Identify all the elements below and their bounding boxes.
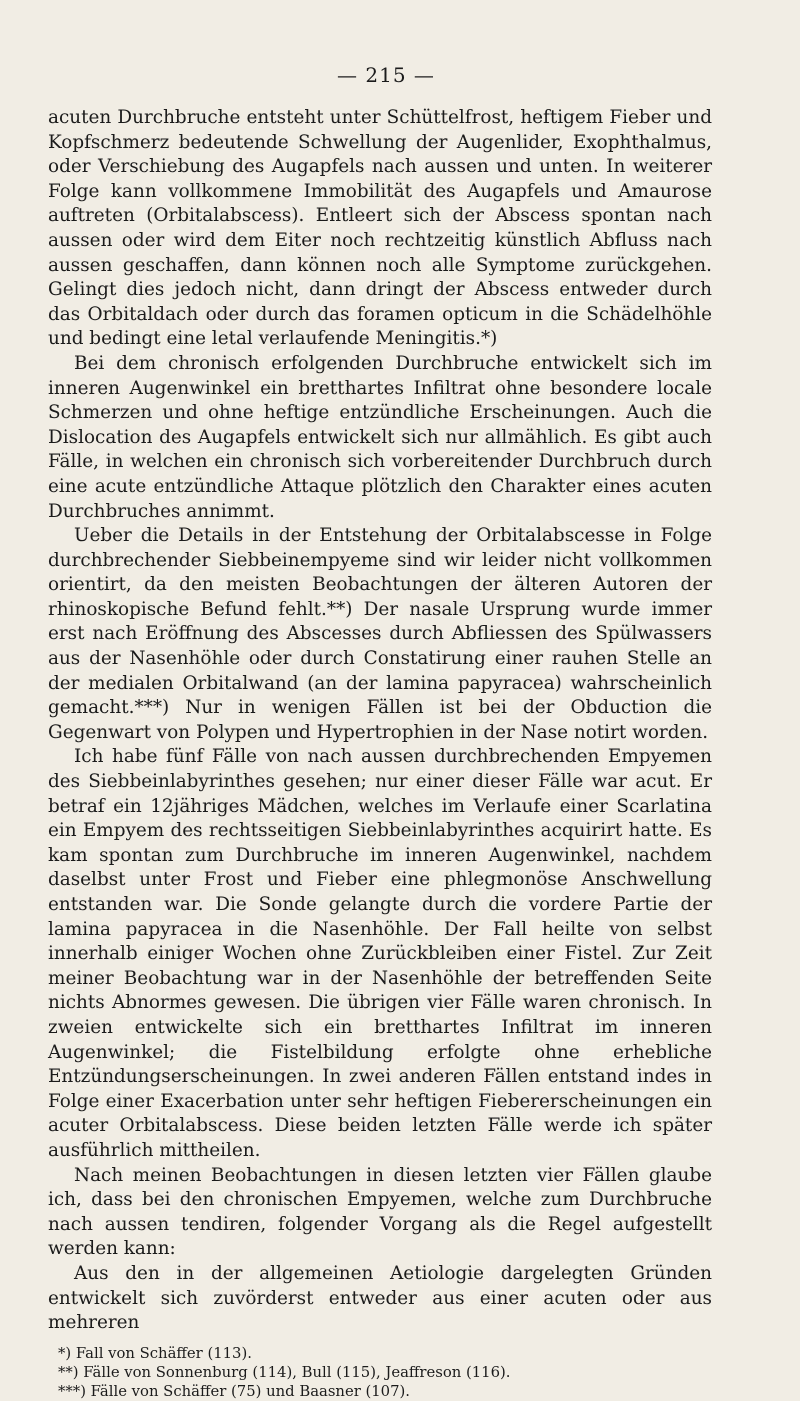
paragraph-3: Ueber die Details in der Entstehung der Orbitalabscesse in Folge durchbrechender Siebbeinempyeme sind wir leider nicht vollkommen orientirt, da den meisten Beobachtungen der älteren Autoren der rhinoskopische Befund fehlt.**) Der nasale Ursprung wurde immer erst nach Eröffnung des Abscesses durch Abfliessen des Spülwassers aus der Nasenhöhle oder durch Constatirung einer rauhen Stelle an der medialen Orbitalwand (an der lamina papyracea) wahrscheinlich gemacht.***) Nur in wenigen Fällen ist bei der Obduction die Gegenwart von Polypen und Hypertrophien in der Nase notirt worden.	[48, 525, 712, 743]
page-number: — 215 —	[337, 63, 435, 87]
body-text	[48, 106, 712, 1336]
book-page	[48, 62, 712, 1401]
paragraph-4: Ich habe fünf Fälle von nach aussen durchbrechenden Empyemen des Siebbeinlabyrinthes gesehen; nur einer dieser Fälle war acut. Er betraf ein 12jähriges Mädchen, welches im Verlaufe einer Scarlatina ein Empyem des rechtsseitigen Siebbeinlabyrinthes acquirirt hatte. Es kam spontan zum Durchbruche im inneren Augenwinkel, nachdem daselbst unter Frost und Fieber eine phlegmonöse Anschwellung entstanden war. Die Sonde gelangte durch die vordere Partie der lamina papyracea in die Nasenhöhle. Der Fall heilte von selbst innerhalb einiger Wochen ohne Zurückbleiben einer Fistel. Zur Zeit meiner Beobachtung war in der Nasenhöhle der betreffenden Seite nichts Abnormes gewesen. Die übrigen vier Fälle waren chronisch. In zweien entwickelte sich ein bretthartes Infiltrat im inneren Augenwinkel; die Fistelbildung erfolgte ohne erhebliche Entzündungserscheinungen. In zwei anderen Fällen entstand indes in Folge einer Exacerbation unter sehr heftigen Fiebererscheinungen ein acuter Orbitalabscess. Diese beiden letzten Fälle werde ich später ausführlich mittheilen.	[48, 746, 712, 1161]
paragraph-6: Aus den in der allgemeinen Aetiologie dargelegten Gründen entwickelt sich zuvörderst entweder aus einer acuten oder aus mehreren	[48, 1262, 712, 1334]
paragraph-2: Bei dem chronisch erfolgenden Durchbruche entwickelt sich im inneren Augenwinkel ein bretthartes Infiltrat ohne besondere locale Schmerzen und ohne heftige entzündliche Erscheinungen. Auch die Dislocation des Augapfels entwickelt sich nur allmählich. Es gibt auch Fälle, in welchen ein chronisch sich vorbereitender Durchbruch durch eine acute entzündliche Attaque plötzlich den Charakter eines acuten Durchbruches annimmt.	[48, 352, 712, 522]
paragraph-1: acuten Durchbruche entsteht unter Schüttelfrost, heftigem Fieber und Kopfschmerz bedeutende Schwellung der Augenlider, Exophthalmus, oder Verschiebung des Augapfels nach aussen und unten. In weiterer Folge kann vollkommene Immobilität des Augapfels und Amaurose auftreten (Orbitalabscess). Entleert sich der Abscess spontan nach aussen oder wird dem Eiter noch rechtzeitig künstlich Abfluss nach aussen geschaffen, dann können noch alle Symptome zurückgehen. Gelingt dies jedoch nicht, dann dringt der Abscess entweder durch das Orbitaldach oder durch das foramen opticum in die Schädelhöhle und bedingt eine letal verlaufende Meningitis.*)	[48, 107, 712, 350]
footnote-1: *) Fall von Schäffer (113).	[58, 1344, 252, 1362]
footnote-3: ***) Fälle von Schäffer (75) und Baasner (107).	[58, 1382, 410, 1400]
footnotes	[48, 1344, 712, 1401]
paragraph-5: Nach meinen Beobachtungen in diesen letzten vier Fällen glaube ich, dass bei den chronischen Empyemen, welche zum Durchbruche nach aussen tendiren, folgender Vorgang als die Regel aufgestellt werden kann:	[48, 1164, 712, 1260]
footnote-2: **) Fälle von Sonnenburg (114), Bull (115), Jeaffreson (116).	[58, 1363, 511, 1381]
